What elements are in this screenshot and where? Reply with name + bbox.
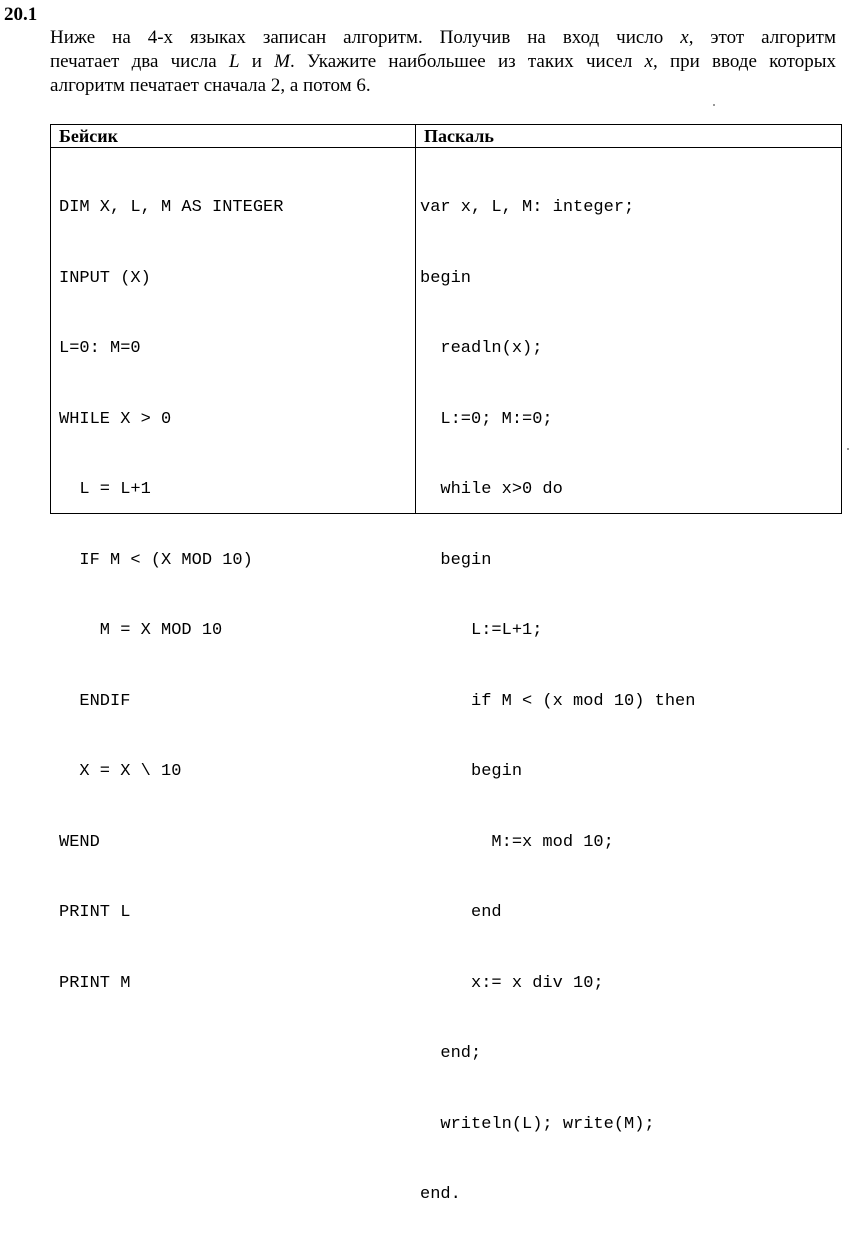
code-line: L:=L+1; xyxy=(420,621,543,640)
basic-column xyxy=(51,125,415,993)
code-line: L = L+1 xyxy=(59,480,151,499)
code-line: M:=x mod 10; xyxy=(420,832,614,852)
scan-speck xyxy=(847,448,849,450)
code-line: while x>0 do xyxy=(420,480,563,499)
pascal-column xyxy=(415,125,841,1204)
code-line: IF M < (X MOD 10) xyxy=(59,550,253,570)
code-line: x:= x div 10; xyxy=(420,973,604,993)
code-line: if M < (x mod 10) then xyxy=(420,691,696,711)
basic-code xyxy=(51,148,415,1042)
code-line: readln(x); xyxy=(420,339,543,358)
scan-speck xyxy=(713,104,715,106)
code-line: ENDIF xyxy=(59,691,131,711)
code-line: end. xyxy=(420,1185,461,1204)
task-text-line: Ниже на 4-х языках записан алгоритм. Получив на вход число x, этот алгоритм xyxy=(50,27,836,48)
code-line: begin xyxy=(420,268,472,288)
code-line: begin xyxy=(420,550,492,570)
code-line: DIM X, L, M AS INTEGER xyxy=(59,198,284,217)
task-text-line: алгоритм печатает сначала 2, а потом 6. xyxy=(50,75,371,96)
pascal-code xyxy=(416,148,841,1254)
code-line: WHILE X > 0 xyxy=(59,409,172,429)
code-line: PRINT M xyxy=(59,973,131,993)
task-text-line: печатает два числа L и M. Укажите наибольшее из таких чисел x, при вводе которых xyxy=(50,51,836,72)
code-line: L:=0; M:=0; xyxy=(420,409,553,429)
code-line: begin xyxy=(420,762,523,781)
basic-header: Бейсик xyxy=(51,125,415,148)
code-line: writeln(L); write(M); xyxy=(420,1114,655,1134)
code-line: X = X \ 10 xyxy=(59,762,182,781)
task-statement xyxy=(50,26,836,98)
code-line: var x, L, M: integer; xyxy=(420,198,635,217)
code-line: WEND xyxy=(59,832,100,852)
code-line: end; xyxy=(420,1044,482,1063)
code-line: L=0: M=0 xyxy=(59,339,141,358)
task-number: 20.1 xyxy=(4,4,38,25)
code-line: INPUT (X) xyxy=(59,268,151,288)
pascal-header: Паскаль xyxy=(416,125,841,148)
code-line: end xyxy=(420,903,502,922)
code-line: M = X MOD 10 xyxy=(59,621,223,640)
code-line: PRINT L xyxy=(59,903,131,922)
code-table xyxy=(50,124,842,1204)
